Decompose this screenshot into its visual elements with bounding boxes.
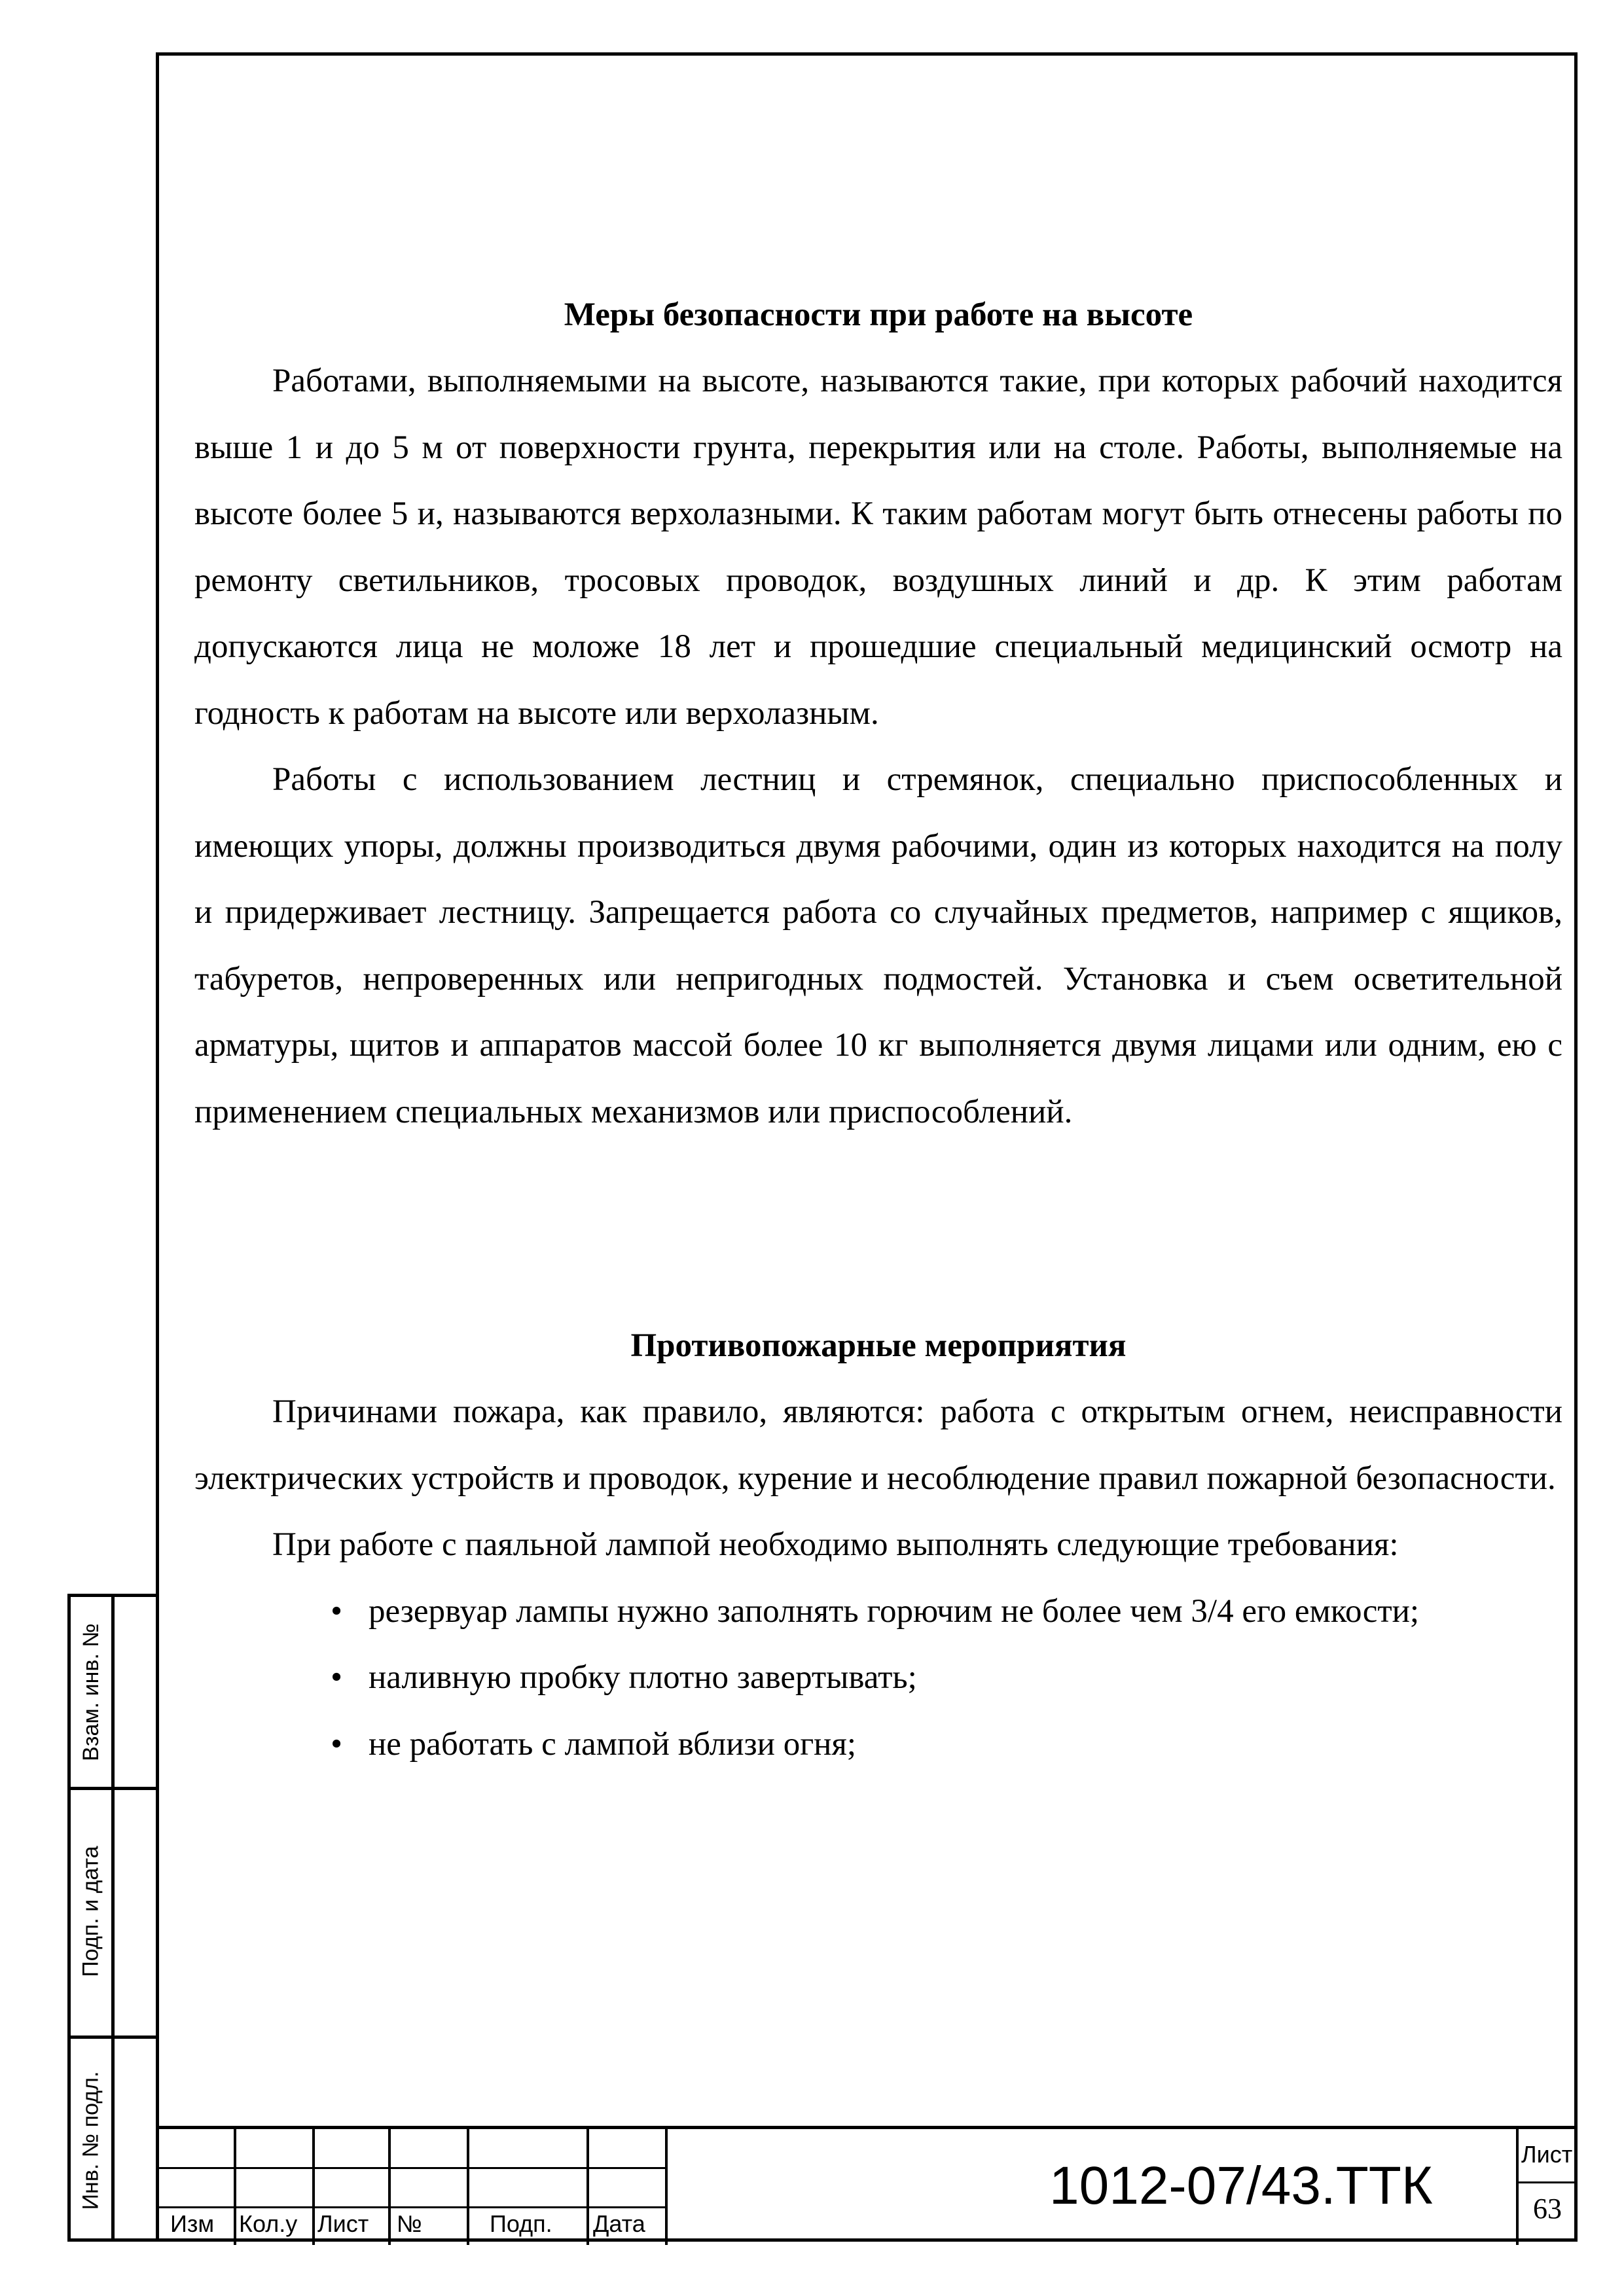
bullet-icon: •: [331, 1725, 342, 1763]
title-block: [156, 2126, 1578, 2245]
stamp-label-podp: Подп. и дата: [78, 1845, 103, 1977]
section-heading-height-safety: Меры безопасности при работе на высоте: [564, 296, 1193, 333]
list-item: • резервуар лампы нужно заполнять горючим не более чем 3/4 его емкости;: [194, 1579, 1562, 1645]
col-list: Лист: [317, 2210, 369, 2237]
section-heading-fire-safety: Противопожарные мероприятия: [630, 1327, 1127, 1364]
paragraph: Причинами пожара, как правило, являются: работа с открытым огнем, неисправности электрических устройств и проводок, курение и несоблюдение правил пожарной безопасности.: [194, 1393, 1562, 1497]
list-item: • наливную пробку плотно завертывать;: [194, 1645, 1562, 1712]
bullet-icon: •: [331, 1659, 342, 1696]
requirements-list: [194, 1579, 1562, 1778]
col-izm: Изм: [170, 2210, 215, 2237]
stamp-label-vzam: Взам. инв. №: [78, 1623, 103, 1761]
sheet-number: 63: [1533, 2193, 1562, 2225]
document-body: [194, 281, 1562, 1778]
side-stamp: [67, 1594, 156, 2242]
col-kolu: Кол.у: [239, 2210, 298, 2237]
document-code: 1012-07/43.ТТК: [1049, 2156, 1433, 2215]
col-num: №: [397, 2210, 422, 2237]
paragraph: Работами, выполняемыми на высоте, называются такие, при которых рабочий находится выше 1 и до 5 м от поверхности грунта, перекрытия или на столе. Работы, выполняемые на высоте более 5 и, называются верхолазными. К таким работам могут быть отнесены работы по ремонту светильников, тросовых проводок, воздушных линий и др. К этим работам допускаются лица не моложе 18 лет и прошедшие специальный медицинский осмотр на годность к работам на высоте или верхолазным.: [194, 363, 1562, 732]
list-item: • не работать с лампой вблизи огня;: [194, 1712, 1562, 1778]
col-podp: Подп.: [490, 2210, 552, 2237]
col-data: Дата: [593, 2210, 645, 2237]
sheet-label: Лист: [1521, 2141, 1573, 2168]
stamp-label-inv: Инв. № подл.: [78, 2071, 103, 2210]
paragraph: При работе с паяльной лампой необходимо выполнять следующие требования:: [272, 1526, 1399, 1563]
paragraph: Работы с использованием лестниц и стремянок, специально приспособленных и имеющих упоры, должны производиться двумя рабочими, один из которых находится на полу и придерживает лестницу. Запрещается работа со случайных предметов, например с ящиков, табуретов, непроверенных или непригодных подмостей. Установка и съем осветительной арматуры, щитов и аппаратов массой более 10 кг выполняется двумя лицами или одним, ею с применением специальных механизмов или приспособлений.: [194, 761, 1562, 1130]
bullet-icon: •: [331, 1592, 342, 1630]
